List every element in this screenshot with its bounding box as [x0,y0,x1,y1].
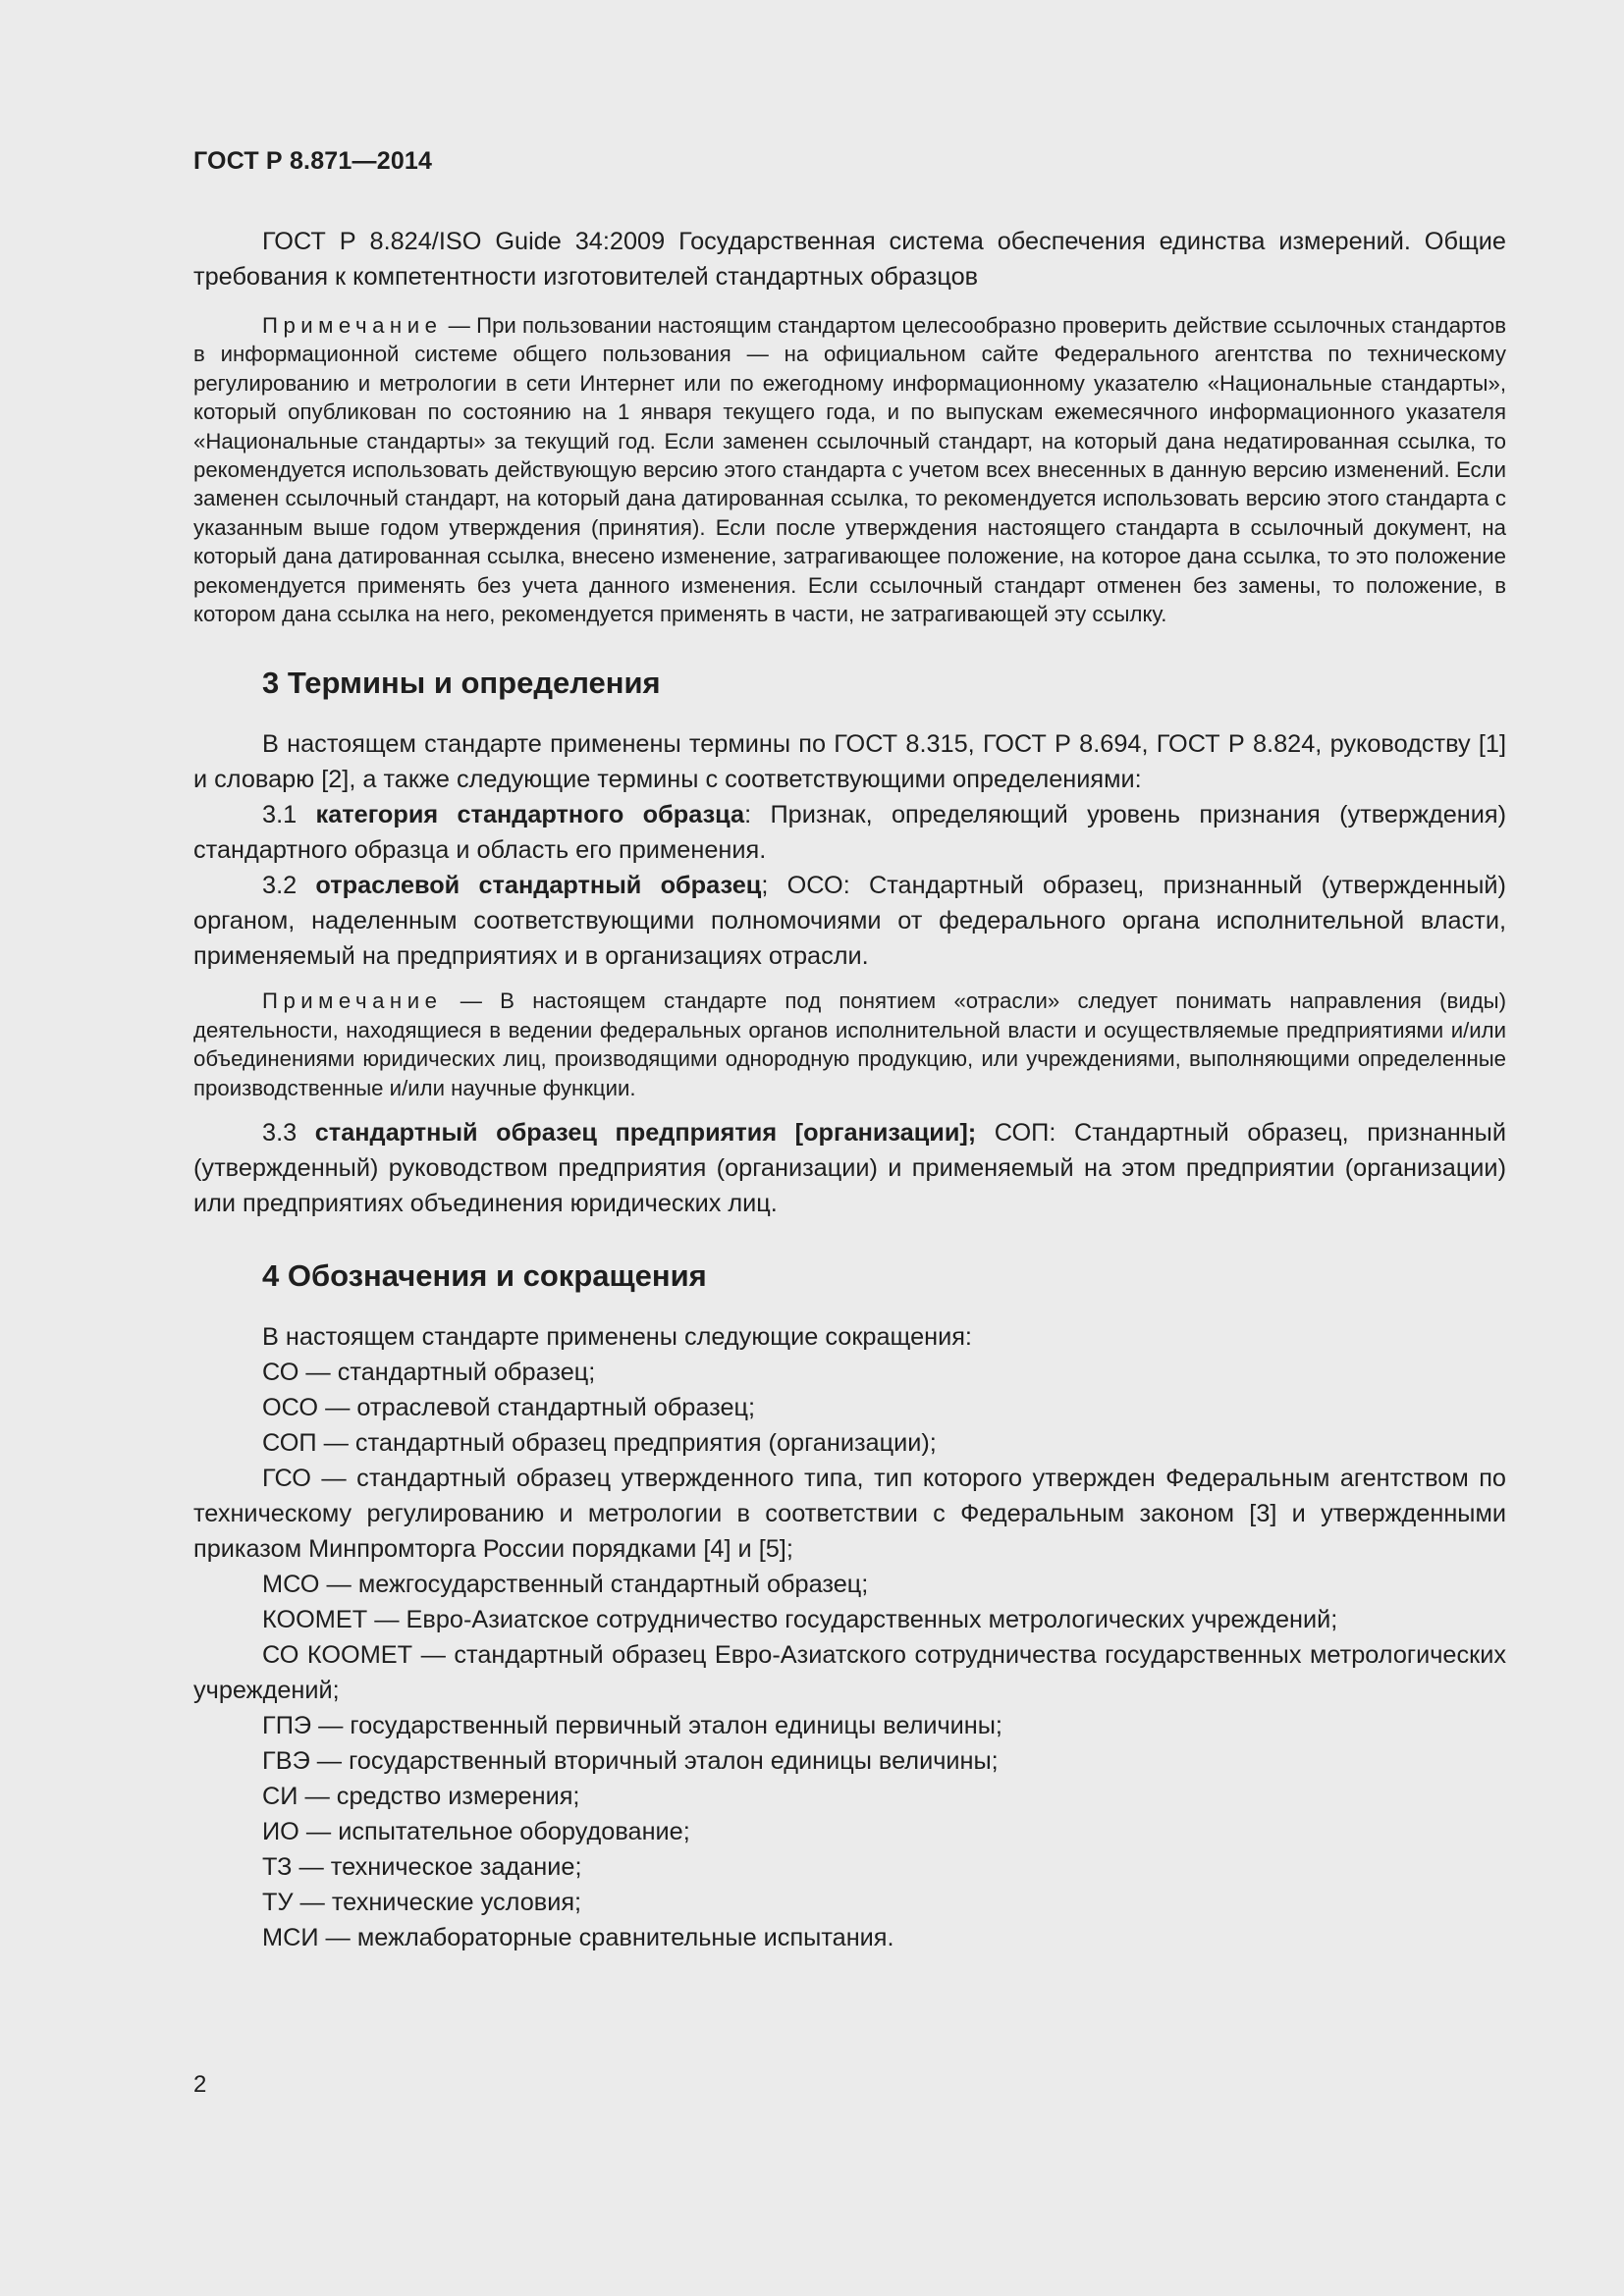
abbreviation-item: МСО — межгосударственный стандартный образец; [262,1571,869,1599]
section-heading-4: 4 Обозначения и сокращения [262,1258,707,1294]
note-paragraph [193,311,1506,628]
abbreviation-item: СОП — стандартный образец предприятия (организации); [262,1429,937,1458]
abbreviation-item: ГСО — стандартный образец утвержденного типа, тип которого утвержден Федеральным агентством по техническому регулированию и метрологии в соответствии с Федеральным законом [3] и утвержденными приказом Минпромторга России порядками [4] и [5]; [193,1465,1506,1564]
term-definition [193,1115,1506,1221]
abbreviation-item: МСИ — межлабораторные сравнительные испытания. [262,1924,894,1952]
abbreviation-item: СО — стандартный образец; [262,1359,596,1387]
term-name: категория стандартного образца [315,801,745,829]
page-content [193,224,1506,1955]
term-definition [193,868,1506,974]
reference-entry: ГОСТ Р 8.824/ISO Guide 34:2009 Государственная система обеспечения единства измерений. Общие требования к компетентности изготовителей стандартных образцов [193,228,1506,291]
section-intro: В настоящем стандарте применены термины по ГОСТ 8.315, ГОСТ Р 8.694, ГОСТ Р 8.824, руководству [1] и словарю [2], а также следующие термины с соответствующими определениями: [193,730,1506,794]
abbreviation-item: СИ — средство измерения; [262,1783,580,1811]
section-heading-3: 3 Термины и определения [262,666,661,701]
term-text: : Признак, определяющий уровень признания (утверждения) стандартного образца и область его применения. [193,801,1506,865]
note-text: — В настоящем стандарте под понятием «отрасли» следует понимать направления (виды) деятельности, находящиеся в ведении федеральных органов исполнительной власти и осуществляемые предприятиями и/или объединениями юридических лиц, производящими однородную продукцию, или учреждениями, выполняющими определенные производственные и/или научные функции. [193,988,1506,1100]
section-intro: В настоящем стандарте применены следующие сокращения: [262,1323,972,1352]
note-text: — При пользовании настоящим стандартом целесообразно проверить действие ссылочных стандартов в информационной системе общего пользования — на официальном сайте Федерального агентства по техническому регулированию и метрологии в сети Интернет или по ежегодному информационному указателю «Национальные стандарты», который опубликован по состоянию на 1 января текущего года, и по выпускам ежемесячного информационного указателя «Национальные стандарты» за текущий год. Если заменен ссылочный стандарт, на который дана недатированная ссылка, то рекомендуется использовать действующую версию этого стандарта с учетом всех внесенных в данную версию изменений. Если заменен ссылочный стандарт, на который дана датированная ссылка, то рекомендуется использовать версию этого стандарта с указанным выше годом утверждения (принятия). Если после утверждения настоящего стандарта в ссылочный документ, на который дана датированная ссылка, внесено изменение, затрагивающее положение, на которое дана ссылка, то это положение рекомендуется применять без учета данного изменения. Если ссылочный стандарт отменен без замены, то положение, в котором дана ссылка на него, рекомендуется применять в части, не затрагивающей эту ссылку. [193,313,1506,627]
abbreviation-item: ГВЭ — государственный вторичный эталон единицы величины; [262,1747,999,1776]
abbreviation-item: КООМЕТ — Евро-Азиатское сотрудничество государственных метрологических учреждений; [262,1606,1338,1634]
term-definition [193,797,1506,868]
abbreviation-item: ТЗ — техническое задание; [262,1853,582,1882]
term-name: стандартный образец предприятия [организации]; [314,1119,977,1148]
abbreviation-item: ОСО — отраслевой стандартный образец; [262,1394,756,1422]
note-paragraph [193,987,1506,1102]
note-label: Примечание [262,988,443,1014]
note-label: Примечание [262,313,443,338]
document-header: ГОСТ Р 8.871—2014 [193,147,433,175]
term-text: СОП: Стандартный образец, признанный (утвержденный) руководством предприятия (организации) и применяемый на этом предприятии (организации) или предприятиях объединения юридических лиц. [193,1119,1506,1218]
abbreviation-item: ТУ — технические условия; [262,1889,582,1917]
term-number: 3.1 [262,801,316,829]
term-number: 3.2 [262,872,316,900]
page-number: 2 [193,2071,207,2098]
abbreviation-item: СО КООМЕТ — стандартный образец Евро-Азиатского сотрудничества государственных метрологических учреждений; [193,1641,1506,1705]
term-name: отраслевой стандартный образец [315,872,762,900]
abbreviation-item: ИО — испытательное оборудование; [262,1818,690,1846]
term-text: ; ОСО: Стандартный образец, признанный (утвержденный) органом, наделенным соответствующими полномочиями от федерального органа исполнительной власти, применяемый на предприятиях и в организациях отрасли. [193,872,1506,971]
abbreviation-item: ГПЭ — государственный первичный эталон единицы величины; [262,1712,1002,1740]
term-number: 3.3 [262,1119,315,1148]
